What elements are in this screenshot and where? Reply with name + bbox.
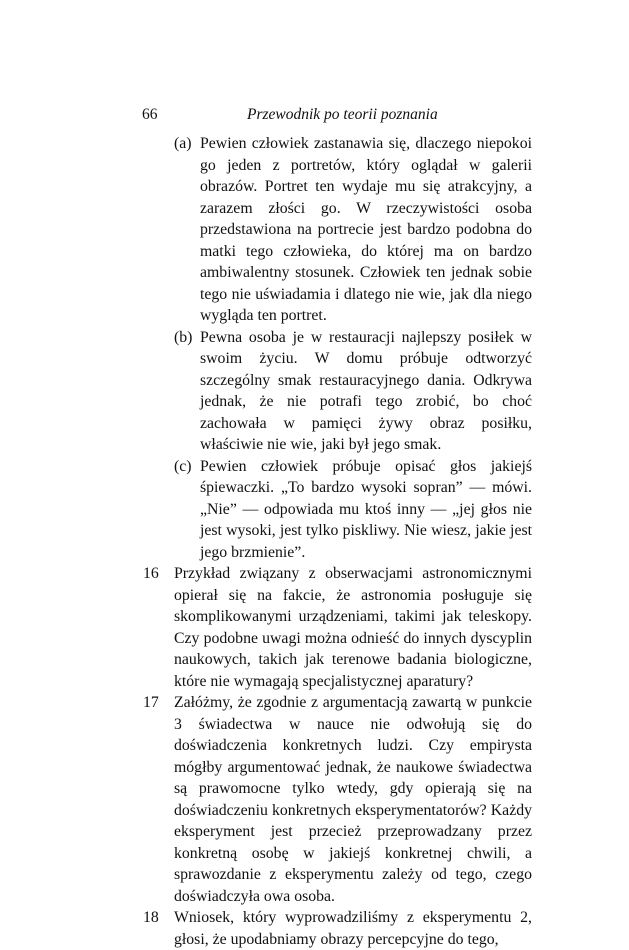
- question-18-text: Wniosek, który wyprowadziliśmy z eksperymentu 2, głosi, że upodabniamy obrazy percepcyjne do tego,: [174, 909, 532, 948]
- example-b-text: Pewna osoba je w restauracji najlepszy posiłek w swoim życiu. W domu próbuje odtworzyć szczególny smak restauracyjnego dania. Odkrywa jednak, że nie potrafi tego zrobić, bo choć zachowała w pamięci żywy obraz posiłku, właściwie nie wie, jaki był jego smak.: [200, 328, 532, 453]
- page-body: [0, 133, 629, 950]
- example-a-text: Pewien człowiek zastanawia się, dlaczego niepokoi go jeden z portretów, który oglądał w galerii obrazów. Portret ten wydaje mu się atrakcyjny, a zarazem złości go. W rzeczywistości osoba przedstawiona na portrecie jest bardzo podobna do matki tego człowieka, do której ma on bardzo ambiwalentny stosunek. Człowiek ten jednak sobie tego nie uświadamia i dlatego nie wie, jak dla niego wygląda ten portret.: [200, 135, 532, 324]
- question-18: [143, 907, 532, 950]
- question-18-number: 18: [143, 909, 159, 926]
- question-16-number: 16: [143, 565, 159, 582]
- example-a: [174, 133, 532, 327]
- example-b: [174, 327, 532, 456]
- question-16-text: Przykład związany z obserwacjami astronomicznymi opierał się na fakcie, że astronomia posługuje się skomplikowanymi urządzeniami, takimi jak teleskopy. Czy podobne uwagi można odnieść do innych dyscyplin naukowych, takich jak terenowe badania biologiczne, które nie wymagają specjalistycznej aparatury?: [174, 565, 532, 690]
- question-17-text: Załóżmy, że zgodnie z argumentacją zawartą w punkcie 3 świadectwa w nauce nie odwołują się do doświadczenia konkretnych ludzi. Czy empirysta mógłby argumentować jednak, że naukowe świadectwa są prawomocne tylko wtedy, gdy opierają się na doświadczeniu konkretnych eksperymentatorów? Każdy eksperyment jest przecież przeprowadzany przez konkretną osobę w jakiejś konkretnej chwili, a sprawozdanie z eksperymentu zależy od tego, czego doświadczyła owa osoba.: [174, 694, 532, 905]
- page-number: 66: [142, 106, 158, 123]
- example-c-text: Pewien człowiek próbuje opisać głos jakiejś śpiewaczki. „To bardzo wysoki sopran” — mówi. „Nie” — odpowiada mu ktoś inny — „jej głos nie jest wysoki, jest tylko piskliwy. Nie wiesz, jakie jest jego brzmienie”.: [200, 457, 532, 561]
- running-title: Przewodnik po teorii poznania: [247, 106, 438, 123]
- question-16: [143, 563, 532, 692]
- example-c-label: (c): [174, 457, 192, 475]
- example-b-label: (b): [174, 328, 193, 346]
- example-c: [174, 456, 532, 564]
- page-header: [0, 106, 629, 126]
- question-17-number: 17: [143, 694, 159, 711]
- example-a-label: (a): [174, 135, 192, 152]
- question-17: [143, 692, 532, 907]
